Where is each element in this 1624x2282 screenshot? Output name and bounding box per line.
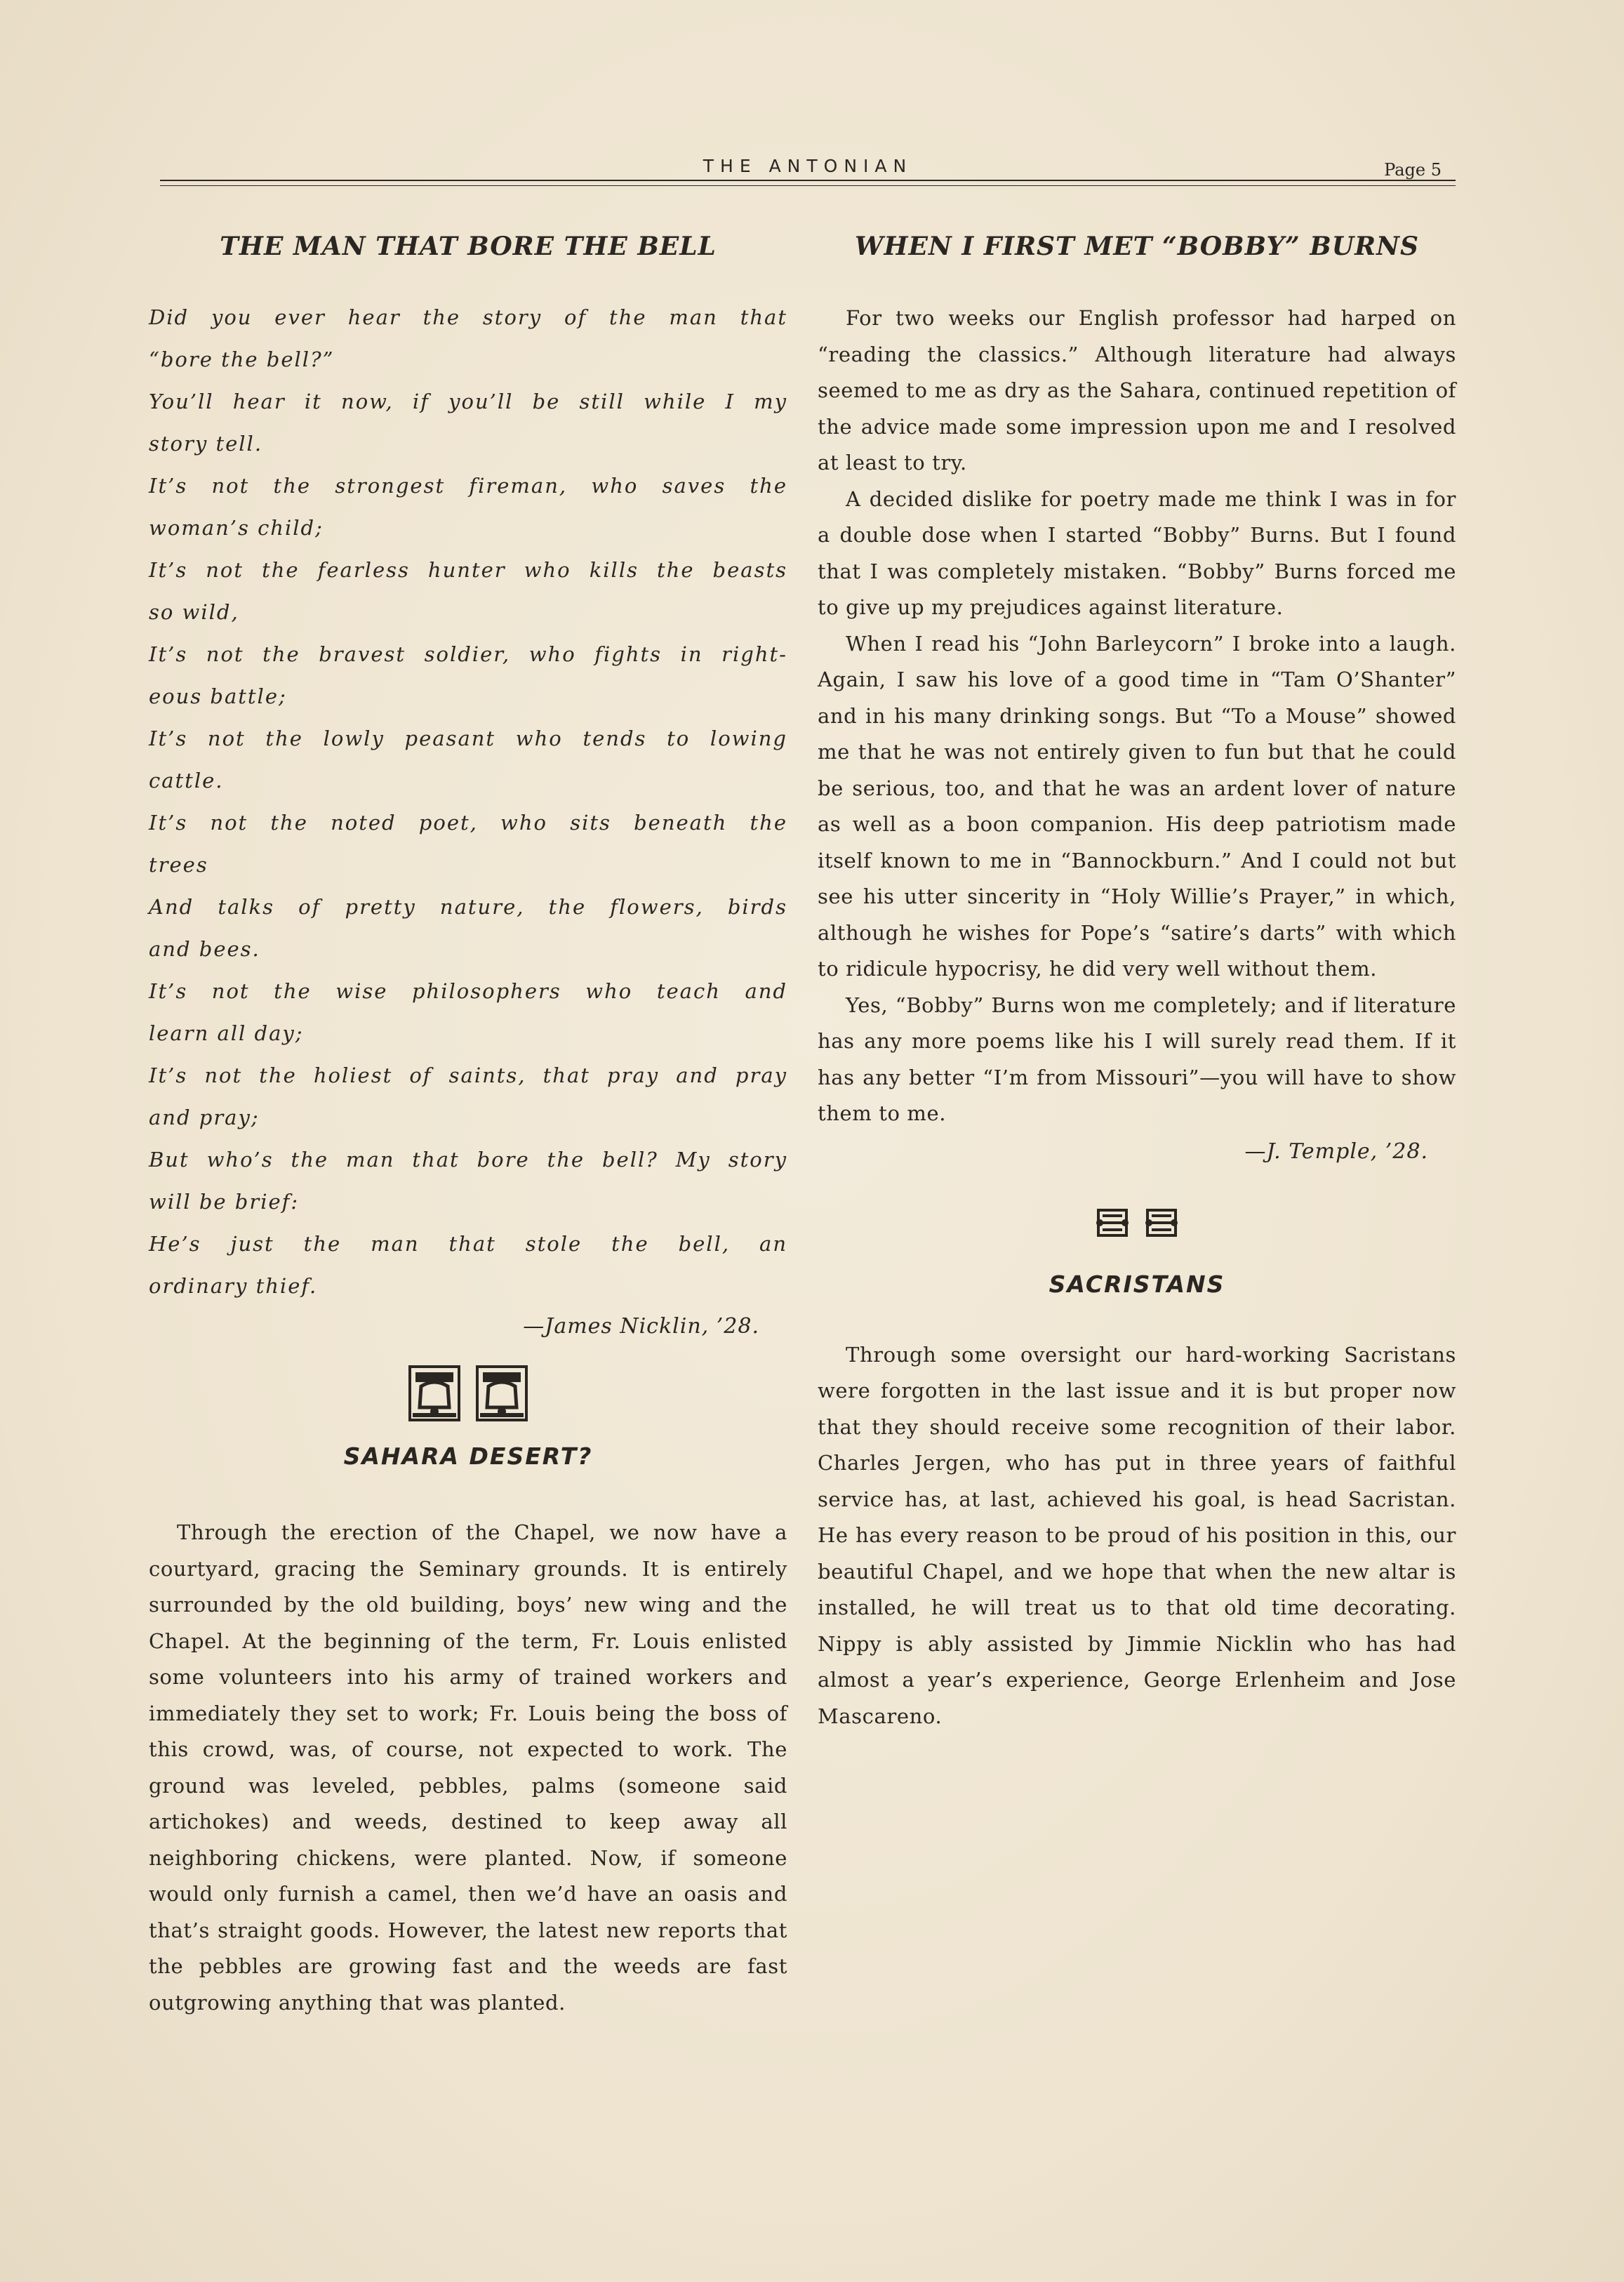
poem-title: THE MAN THAT BORE THE BELL xyxy=(220,232,717,261)
right-column xyxy=(818,232,1456,1734)
paragraph: Through some oversight our hard-working Sacristans were forgotten in the last issue and it is but proper now that they should receive some recognition of their labor. Charles Jergen, who has put in three years of faithful service has, at last, achieved his goal, is head Sacristan. He has every reason to be proud of his position in this, our beautiful Chapel, and we hope that when the new altar is installed, he will treat us to that old time decorating. Nippy is ably assisted by Jimmie Nicklin who has had almost a year’s experience, George Erlenheim and Jose Mascareno. xyxy=(818,1342,1456,1728)
poem-line-continuation: woman’s child; xyxy=(149,516,324,540)
poem-line-text: He’s just the man that stole the bell, an xyxy=(149,1232,787,1256)
poem-stanza-line xyxy=(149,970,787,1054)
page-number: Page 5 xyxy=(1384,160,1442,180)
poem-line-continuation: so wild, xyxy=(149,600,239,624)
article-author: —J. Temple, ’28. xyxy=(1244,1139,1428,1164)
publication-title: THE ANTONIAN xyxy=(703,156,913,176)
paragraph: A decided dislike for poetry made me think I was in for a double dose when I started “Bobby” Burns. But I found that I was completely mistaken. “Bobby” Burns forced me to give up my prejudices against literature. xyxy=(818,486,1456,619)
poem-stanza-line xyxy=(149,886,787,970)
poem-line-continuation: learn all day; xyxy=(149,1021,304,1045)
poem-line-continuation: trees xyxy=(149,853,208,877)
bell-ornament-icon xyxy=(476,1365,528,1421)
scroll-ornament-icon xyxy=(1145,1206,1178,1240)
poem-line-text: It’s not the wise philosophers who teach and xyxy=(149,979,787,1003)
poem-stanza-line xyxy=(149,549,787,633)
bell-ornament xyxy=(149,1365,787,1421)
poem-stanza-line xyxy=(149,465,787,549)
article-title: SACRISTANS xyxy=(1049,1270,1225,1298)
poem-stanza-line xyxy=(149,717,787,802)
article-title: SAHARA DESERT? xyxy=(343,1442,593,1470)
poem-author: —James Nicklin, ’28. xyxy=(523,1314,759,1339)
poem-line-text: It’s not the noted poet, who sits beneath the xyxy=(149,811,787,835)
poem-line-continuation: “bore the bell?” xyxy=(149,347,335,371)
poem-line-text: It’s not the holiest of saints, that pray and pray xyxy=(149,1063,787,1087)
paragraph: For two weeks our English professor had harped on “reading the classics.” Although literature had always seemed to me as dry as the Sahara, continued repetition of the advice made some impression upon me and I resolved at least to try. xyxy=(818,306,1456,475)
poem-line-continuation: cattle. xyxy=(149,769,224,792)
article-title: WHEN I FIRST MET “BOBBY” BURNS xyxy=(855,232,1419,261)
poem-line-text: You’ll hear it now, if you’ll be still while I my xyxy=(149,390,787,413)
masthead-rule xyxy=(160,180,1456,181)
scroll-ornament-icon xyxy=(1096,1206,1129,1240)
masthead-rule-thin xyxy=(160,185,1456,186)
poem-line-text: It’s not the bravest soldier, who fights in right- xyxy=(149,642,787,666)
poem-line-text: It’s not the lowly peasant who tends to lowing xyxy=(149,727,787,750)
paragraph: Yes, “Bobby” Burns won me completely; and if literature has any more poems like his I will surely read them. If it has any better “I’m from Missouri”—you will have to show them to me. xyxy=(818,993,1456,1125)
scroll-ornament xyxy=(818,1206,1456,1240)
article-body xyxy=(818,300,1456,1132)
poem-stanza-line xyxy=(149,380,787,465)
poem-stanza-line xyxy=(149,802,787,886)
poem-line-continuation: ordinary thief. xyxy=(149,1274,318,1298)
bell-ornament-icon xyxy=(408,1365,460,1421)
article-body xyxy=(149,1515,787,2021)
poem-line-continuation: will be brief: xyxy=(149,1190,300,1214)
poem-stanza-line xyxy=(149,1139,787,1223)
poem-line-text: It’s not the fearless hunter who kills the beasts xyxy=(149,558,787,582)
poem-stanza-line xyxy=(149,1223,787,1307)
poem-line-continuation: and bees. xyxy=(149,937,260,961)
poem-line-continuation: and pray; xyxy=(149,1106,260,1129)
poem-line-text: It’s not the strongest fireman, who saves the xyxy=(149,474,787,498)
masthead xyxy=(160,156,1456,188)
poem-line-text: But who’s the man that bore the bell? My story xyxy=(149,1148,787,1172)
left-column xyxy=(149,232,787,2021)
poem-stanza-line xyxy=(149,1054,787,1139)
poem-line-continuation: story tell. xyxy=(149,432,263,456)
poem-stanza-line xyxy=(149,296,787,380)
poem-stanza-line xyxy=(149,633,787,717)
poem-line-text: And talks of pretty nature, the flowers, birds xyxy=(149,895,787,919)
poem-line-text: Did you ever hear the story of the man that xyxy=(149,305,787,329)
paragraph: When I read his “John Barleycorn” I broke into a laugh. Again, I saw his love of a good time in “Tam O’Shanter” and in his many drinking songs. But “To a Mouse” showed me that he was not entirely given to fun but that he could be serious, too, and that he was an ardent lover of nature as well as a boon companion. His deep patriotism made itself known to me in “Bannockburn.” And I could not but see his utter sincerity in “Holy Willie’s Prayer,” in which, although he wishes for Pope’s “satire’s darts” with which to ridicule hypocrisy, he did very well without them. xyxy=(818,631,1456,981)
paragraph: Through the erection of the Chapel, we now have a courtyard, gracing the Seminary grounds. It is entirely surrounded by the old building, boys’ new wing and the Chapel. At the beginning of the term, Fr. Louis enlisted some volunteers into his army of trained workers and immediately they set to work; Fr. Louis being the boss of this crowd, was, of course, not expected to work. The ground was leveled, pebbles, palms (someone said artichokes) and weeds, destined to keep away all neighboring chickens, were planted. Now, if someone would only furnish a camel, then we’d have an oasis and that’s straight goods. However, the latest new reports that the pebbles are growing fast and the weeds are fast outgrowing anything that was planted. xyxy=(149,1520,787,2015)
article-body xyxy=(818,1337,1456,1735)
poem-line-continuation: eous battle; xyxy=(149,684,287,708)
poem xyxy=(149,296,787,1339)
